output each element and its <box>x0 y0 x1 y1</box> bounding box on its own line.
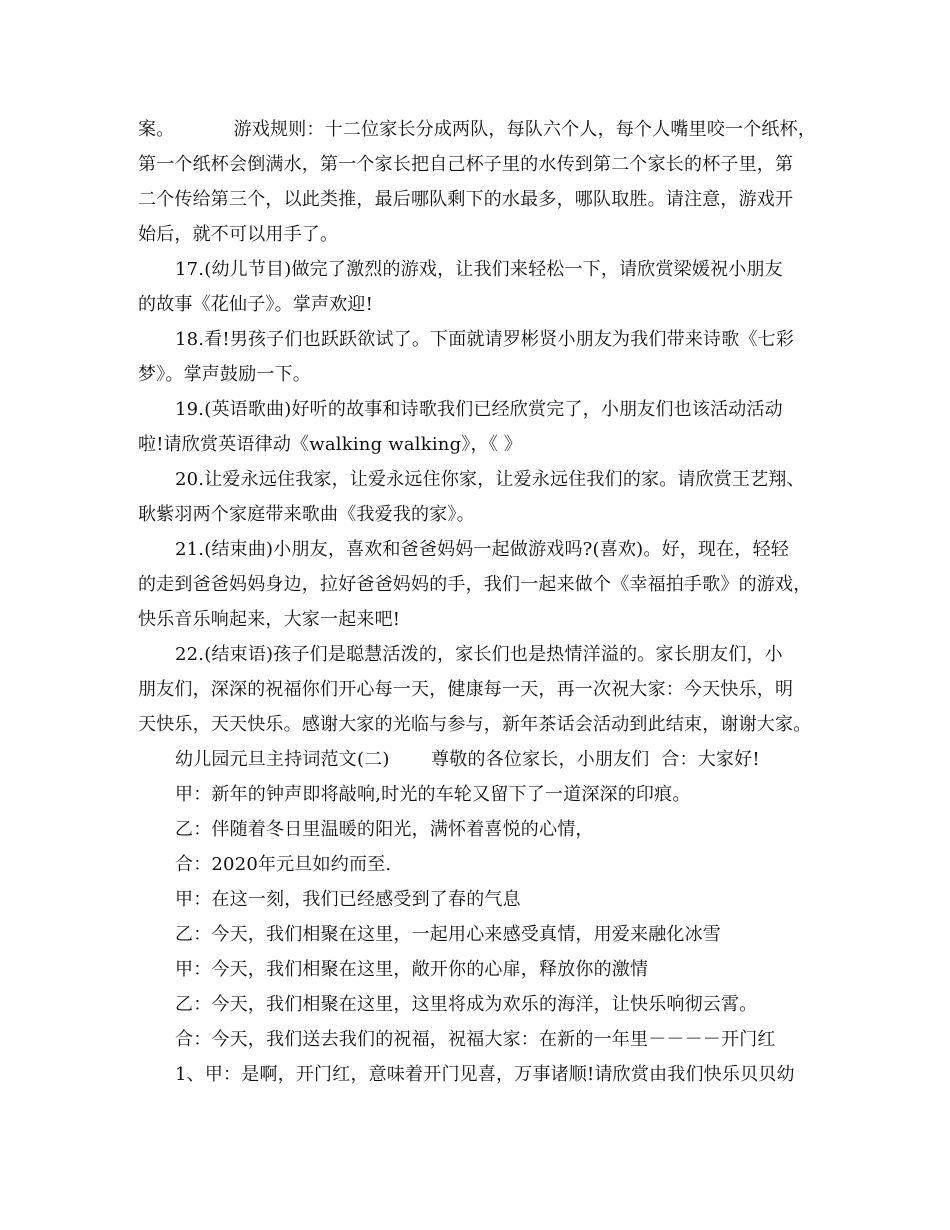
text-line: 耿紫羽两个家庭带来歌曲《我爱我的家》。 <box>138 504 475 525</box>
text-line: 甲：今天，我们相聚在这里，敞开你的心扉，释放你的激情 <box>175 959 649 980</box>
text-line: 1、甲：是啊，开门红，意味着开门见喜，万事诸顺!请欣赏由我们快乐贝贝幼 <box>175 1064 795 1085</box>
text-line: 朋友们，深深的祝福你们开心每一天，健康每一天，再一次祝大家：今天快乐，明 <box>138 679 794 700</box>
text-line: 合：2020年元旦如约而至. <box>175 854 392 875</box>
text-line: 乙：今天，我们相聚在这里，这里将成为欢乐的海洋，让快乐响彻云霄。 <box>175 994 758 1015</box>
text-line: 18.看!男孩子们也跃跃欲试了。下面就请罗彬贤小朋友为我们带来诗歌《七彩 <box>175 329 795 350</box>
text-line: 甲：在这一刻，我们已经感受到了春的气息 <box>175 889 521 910</box>
text-line: 案。 游戏规则：十二位家长分成两队，每队六个人，每个人嘴里咬一个纸杯， <box>138 119 817 140</box>
text-line: 20.让爱永远住我家，让爱永远住你家，让爱永远住我们的家。请欣赏王艺翔、 <box>175 469 805 490</box>
text-line: 啦!请欣赏英语律动《walking walking》，《 》 <box>138 434 523 455</box>
text-line: 19.(英语歌曲)好听的故事和诗歌我们已经欣赏完了，小朋友们也该活动活动 <box>175 399 783 420</box>
text-line: 二个传给第三个，以此类推，最后哪队剩下的水最多，哪队取胜。请注意，游戏开 <box>138 189 794 210</box>
text-line: 的走到爸爸妈妈身边，拉好爸爸妈妈的手，我们一起来做个《幸福拍手歌》的游戏， <box>138 574 812 595</box>
text-line: 第一个纸杯会倒满水，第一个家长把自己杯子里的水传到第二个家长的杯子里，第 <box>138 154 794 175</box>
text-line: 21.(结束曲)小朋友，喜欢和爸爸妈妈一起做游戏吗?(喜欢)。好，现在，轻轻 <box>175 539 789 560</box>
text-line: 17.(幼儿节目)做完了激烈的游戏，让我们来轻松一下，请欣赏梁媛祝小朋友 <box>175 259 783 280</box>
text-line: 的故事《花仙子》。掌声欢迎! <box>138 294 374 315</box>
text-line: 梦》。掌声鼓励一下。 <box>138 364 311 385</box>
text-line: 合：今天，我们送去我们的祝福，祝福大家：在新的一年里－－－－开门红 <box>175 1029 776 1050</box>
text-line: 乙：今天，我们相聚在这里，一起用心来感受真情，用爱来融化冰雪 <box>175 924 721 945</box>
text-line: 始后，就不可以用手了。 <box>138 224 339 245</box>
text-line: 天快乐，天天快乐。感谢大家的光临与参与，新年茶话会活动到此结束，谢谢大家。 <box>138 714 812 735</box>
text-line: 甲：新年的钟声即将敲响,时光的车轮又留下了一道深深的印痕。 <box>175 784 691 805</box>
text-line: 乙：伴随着冬日里温暖的阳光，满怀着喜悦的心情， <box>175 819 594 840</box>
text-line: 快乐音乐响起来，大家一起来吧! <box>138 609 401 630</box>
section-heading: 幼儿园元旦主持词范文(二) 尊敬的各位家长，小朋友们 合：大家好! <box>175 749 760 770</box>
text-line: 22.(结束语)孩子们是聪慧活泼的，家长们也是热情洋溢的。家长朋友们，小 <box>175 644 783 665</box>
